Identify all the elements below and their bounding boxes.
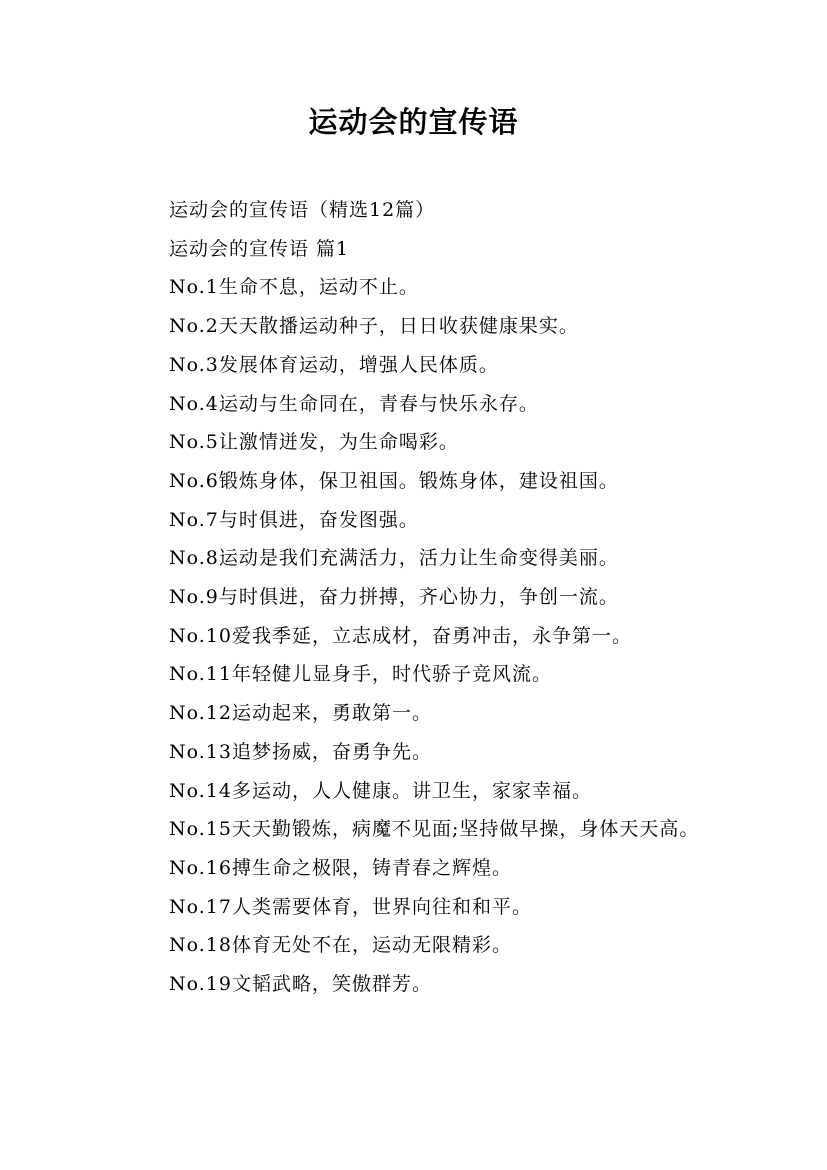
paragraph: No.13追梦扬威，奋勇争先。 xyxy=(169,740,432,763)
paragraph: No.3发展体育运动，增强人民体质。 xyxy=(169,353,499,376)
paragraph: No.18体育无处不在，运动无限精彩。 xyxy=(169,934,512,957)
paragraph: No.17人类需要体育，世界向往和和平。 xyxy=(169,895,532,918)
paragraph: 运动会的宣传语 篇1 xyxy=(169,237,350,260)
paragraph: No.6锻炼身体，保卫祖国。锻炼身体，建设祖国。 xyxy=(169,469,619,492)
document-title: 运动会的宣传语 xyxy=(308,105,519,139)
paragraph: No.8运动是我们充满活力，活力让生命变得美丽。 xyxy=(169,547,619,570)
document-body xyxy=(127,191,707,1004)
paragraph: No.4运动与生命同在，青春与快乐永存。 xyxy=(169,392,539,415)
paragraph: No.12运动起来，勇敢第一。 xyxy=(169,702,432,725)
paragraph: No.2天天散播运动种子，日日收获健康果实。 xyxy=(169,315,579,338)
paragraph: No.10爱我季延，立志成材，奋勇冲击，永争第一。 xyxy=(169,624,632,647)
paragraph: No.15天天勤锻炼，病魔不见面;坚持做早操，身体天天高。 xyxy=(169,818,700,841)
paragraph: No.16搏生命之极限，铸青春之辉煌。 xyxy=(169,856,512,879)
paragraph: No.11年轻健儿显身手，时代骄子竞风流。 xyxy=(169,663,552,686)
paragraph: No.7与时俱进，奋发图强。 xyxy=(169,508,419,531)
paragraph: No.9与时俱进，奋力拼搏，齐心协力，争创一流。 xyxy=(169,586,619,609)
paragraph: No.5让激情迸发，为生命喝彩。 xyxy=(169,431,459,454)
paragraph: No.14多运动，人人健康。讲卫生，家家幸福。 xyxy=(169,779,592,802)
paragraph: 运动会的宣传语（精选12篇） xyxy=(169,199,436,221)
paragraph: No.19文韬武略，笑傲群芳。 xyxy=(169,973,432,996)
paragraph: No.1生命不息，运动不止。 xyxy=(169,276,419,299)
